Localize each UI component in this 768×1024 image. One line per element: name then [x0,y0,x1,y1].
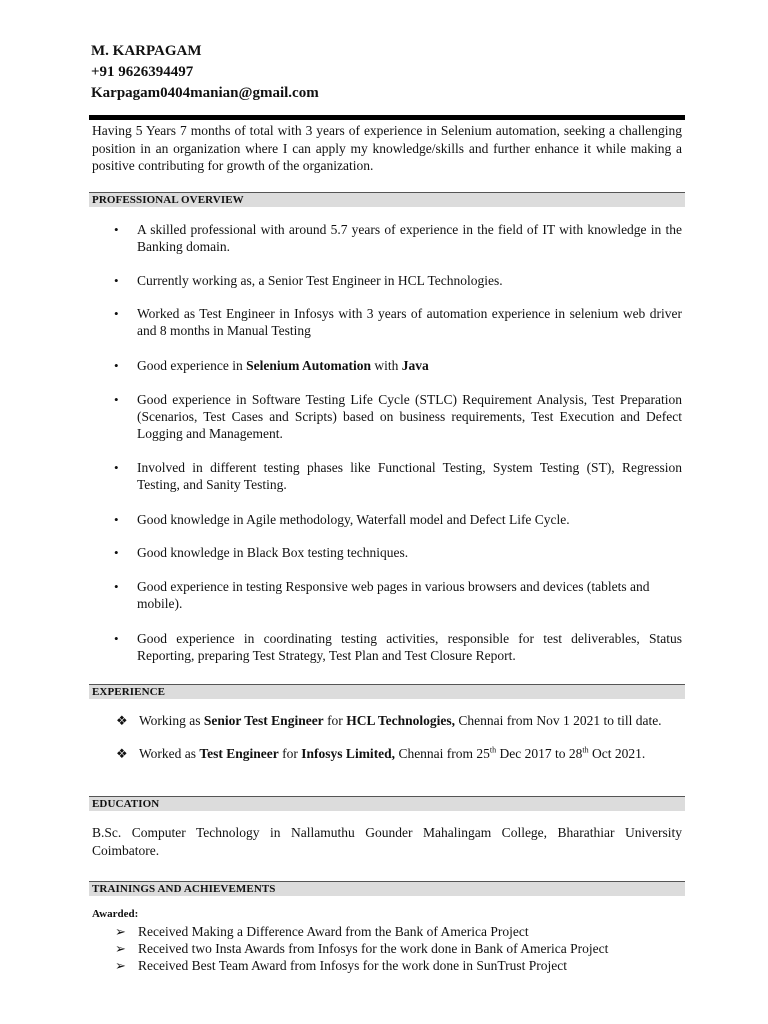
section-title: PROFESSIONAL OVERVIEW [92,194,244,206]
overview-item: Good experience in testing Responsive web pages in various browsers and devices (tablets and mobile). [137,579,650,611]
candidate-phone: +91 9626394497 [91,64,194,80]
section-title: EDUCATION [92,798,160,810]
bullet-icon: • [114,631,119,646]
header-divider [89,115,685,120]
bullet-icon: • [114,222,119,237]
bullet-icon: • [114,512,119,527]
diamond-bullet-icon: ❖ [116,713,128,728]
overview-item: Worked as Test Engineer in Infosys with 3 years of automation experience in selenium web driver and 8 months in Manual Testing [137,306,682,338]
bullet-icon: • [114,460,119,475]
bullet-icon: • [114,579,119,594]
bullet-icon: • [114,545,119,560]
award-item: Received Best Team Award from Infosys for the work done in SunTrust Project [138,958,568,973]
arrow-bullet-icon: ➢ [115,941,126,956]
section-title: EXPERIENCE [92,686,166,698]
awarded-label: Awarded: [92,908,139,920]
award-item: Received Making a Difference Award from the Bank of America Project [138,924,529,939]
section-header-experience [89,684,685,699]
objective-text: Having 5 Years 7 months of total with 3 years of experience in Selenium automation, seeking a challenging position in an organization where I can apply my knowledge/skills and further enhance it while making a positive contributing for growth of the organization. [92,123,682,173]
section-header-education [89,796,685,811]
candidate-name: M. KARPAGAM [91,43,202,59]
section-title: TRAININGS AND ACHIEVEMENTS [92,883,276,895]
diamond-bullet-icon: ❖ [116,746,128,761]
bullet-icon: • [114,392,119,407]
arrow-bullet-icon: ➢ [115,924,126,939]
overview-item: Involved in different testing phases like Functional Testing, System Testing (ST), Regression Testing, and Sanity Testing. [137,460,682,492]
overview-item: Good experience in Software Testing Life Cycle (STLC) Requirement Analysis, Test Preparation (Scenarios, Test Cases and Scripts) based on business requirements, Test Execution and Defect Logging and Management. [137,392,682,441]
overview-item: Good knowledge in Black Box testing techniques. [137,545,409,560]
overview-item: A skilled professional with around 5.7 years of experience in the field of IT with knowledge in the Banking domain. [137,222,682,254]
arrow-bullet-icon: ➢ [115,958,126,973]
overview-item: Good experience in Selenium Automation with Java [137,358,429,373]
section-header-professional-overview [89,192,685,207]
overview-item: Good experience in coordinating testing activities, responsible for test deliverables, Status Reporting, preparing Test Strategy, Test Plan and Test Closure Report. [137,631,682,663]
experience-item: Worked as Test Engineer for Infosys Limited, Chennai from 25th Dec 2017 to 28th Oct 2021. [139,745,646,761]
education-text: B.Sc. Computer Technology in Nallamuthu Gounder Mahalingam College, Bharathiar University Coimbatore. [92,825,682,858]
award-item: Received two Insta Awards from Infosys for the work done in Bank of America Project [138,941,609,956]
experience-item: Working as Senior Test Engineer for HCL Technologies, Chennai from Nov 1 2021 to till date. [139,713,662,728]
section-header-trainings [89,881,685,896]
candidate-email: Karpagam0404manian@gmail.com [91,85,319,101]
overview-item: Currently working as, a Senior Test Engineer in HCL Technologies. [137,273,503,288]
bullet-icon: • [114,306,119,321]
overview-item: Good knowledge in Agile methodology, Waterfall model and Defect Life Cycle. [137,512,570,527]
bullet-icon: • [114,273,119,288]
bullet-icon: • [114,358,119,373]
